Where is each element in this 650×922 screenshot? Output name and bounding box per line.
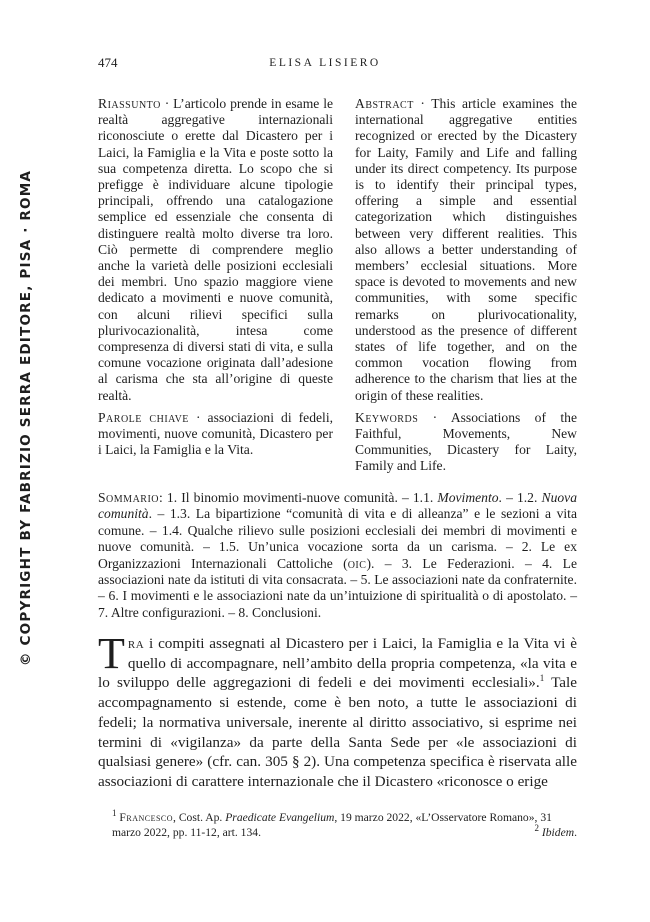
parole-chiave-paragraph: Parole chiave · associazioni di fedeli, movimenti, nuove comunità, Dicastero per i Laici, la Famiglia e la Vita. bbox=[98, 409, 333, 458]
english-abstract-column bbox=[355, 96, 577, 475]
keywords-text: Associations of the Faithful, Movements, New Communities, Dicastery for Laity, Family and Life. bbox=[355, 409, 577, 474]
riassunto-text: L’articolo prende in esame le realtà aggregative internazionali riconosciute o erette dal Dicastero per i Laici, la Famiglia e la Vita e poste sotto la sua competenza diretta. Lo scopo che si prefigge è individuare alcune tipologie principali, offrendo una catalogazione semplice ed essenziale che consenta di distinguere realtà molto diverse tra loro. Ciò permette di comprendere meglio anche la varietà delle posizioni ecclesiali dei membri. Uno spazio maggiore viene dedicato a movimenti e nuove comunità, con alcuni rilievi specifici sulla plurivocazionalità, intesa come compresenza di diversi stati di vita, e sulla comune vocazione originata dall’adesione al carisma che sta all’origine di queste realtà. bbox=[98, 96, 334, 403]
footnote-2: $^2$ Ibidem. bbox=[534, 823, 577, 840]
abstract-paragraph: Abstract · This article examines the international aggregative entities recognized or erected by the Dicastery for Laity, Family and Life and falling under its direct competency. Its purpose is to identify their principal types, offering a simple and essential categorization which distinguishes between very different realities. This also allows a better understanding of members’ ecclesial situations. More space is devoted to movements and new communities, with some specific remarks on plurivocationality, understood as the presence of different states of life together, and on the common vocation flowing from adherence to the charism that lies at the origin of these realities. bbox=[355, 96, 578, 403]
footnotes bbox=[98, 810, 577, 840]
footnote-ref-1: 1 bbox=[539, 673, 545, 684]
running-header-author: ELISA LISIERO bbox=[269, 57, 381, 69]
drop-cap: T bbox=[98, 629, 125, 678]
parole-chiave-label: Parole chiave bbox=[98, 409, 189, 425]
footnote-1: $^1$ Francesco, Cost. Ap. Praedicate Evangelium, 19 marzo 2022, «L’Osservatore Romano», 31 marzo 2022, pp. 11-12, art. 134. $^2$ Ibidem. bbox=[112, 808, 577, 840]
sommario-paragraph: Sommario: 1. Il binomio movimenti-nuove comunità. – 1.1. Movimento. – 1.2. Nuova comunità. – 1.3. La bipartizione “comunità di vita e di alleanza” e le sezioni a vita comune. – 1.4. Qualche rilievo sulle posizioni ecclesiali dei membri di movimenti e nuove comunità. – 1.5. Un’unica vocazione sorta da un carisma. – 2. Le ex Organizzazioni Internazionali Cattoliche (oic). – 3. Le Federazioni. – 4. Le associazioni nate da istituti di vita consacrata. – 5. Le associazioni nate da confraternite. – 6. I movimenti e le associazioni nate da un’intuizione di spiritualità o di apostolato. – 7. Altre configurazioni. – 8. Conclusioni. bbox=[98, 490, 578, 620]
sommario-label: Sommario bbox=[98, 490, 160, 505]
italian-abstract-column bbox=[98, 96, 333, 458]
copyright-text: © COPYRIGHT BY FABRIZIO SERRA EDITORE, PISA · ROMA bbox=[18, 169, 34, 666]
keywords-paragraph: Keywords · Associations of the Faithful, Movements, New Communities, Dicastery for Laity, Family and Life. bbox=[355, 409, 577, 474]
abstract-text: This article examines the international aggregative entities recognized or erected by the Dicastery for Laity, Family and Life and falling under its direct competency. Its purpose is to identify their principal types, offering a simple and essential categorization which distinguishes between very different realities. This also allows a better understanding of members’ ecclesial situations. More space is devoted to movements and new communities, with some specific remarks on plurivocationality, understood as the presence of different states of life together, and on the common vocation flowing from adherence to the charism that lies at the origin of these realities. bbox=[355, 96, 578, 403]
riassunto-paragraph: Riassunto · L’articolo prende in esame le realtà aggregative internazionali riconosciute o erette dal Dicastero per i Laici, la Famiglia e la Vita e poste sotto la sua competenza diretta. Lo scopo che si prefigge è individuare alcune tipologie principali, offrendo una catalogazione semplice ed essenziale che consenta di distinguere realtà molto diverse tra loro. Ciò permette di comprendere meglio anche la varietà delle posizioni ecclesiali dei membri. Uno spazio maggiore viene dedicato a movimenti e nuove comunità, con alcuni rilievi specifici sulla plurivocazionalità, intesa come compresenza di diversi stati di vita, e sulla comune vocazione originata dall’adesione al carisma che sta all’origine di queste realtà. bbox=[98, 96, 334, 403]
riassunto-label: Riassunto bbox=[98, 96, 161, 111]
abstract-label: Abstract bbox=[355, 96, 414, 111]
page-number: 474 bbox=[98, 55, 118, 70]
body-paragraph: Tra i compiti assegnati al Dicastero per i Laici, la Famiglia e la Vita vi è quello di accompagnare, nell’ambito della propria competenza, «la vita e lo sviluppo delle aggregazioni di fedeli e dei movimenti ecclesiali».$^1$ Tale accompagnamento si estende, come è ben noto, a tutte le associazioni di fedeli; la normativa universale, inerente al diritto associativo, si esprime nei termini di «vigilanza» da parte della Santa Sede per «le associazioni di qualsiasi genere» (cfr. can. 305 § 2). Una competenza specifica è riservata alle associazioni di carattere internazionale che il Dicastero «riconosce o erige bbox=[98, 629, 577, 790]
keywords-label: Keywords bbox=[355, 409, 419, 425]
parole-chiave-text: associazioni di fedeli, movimenti, nuove comunità, Dicastero per i Laici, la Famiglia e la Vita. bbox=[98, 409, 333, 458]
copyright-sidebar bbox=[6, 155, 46, 680]
